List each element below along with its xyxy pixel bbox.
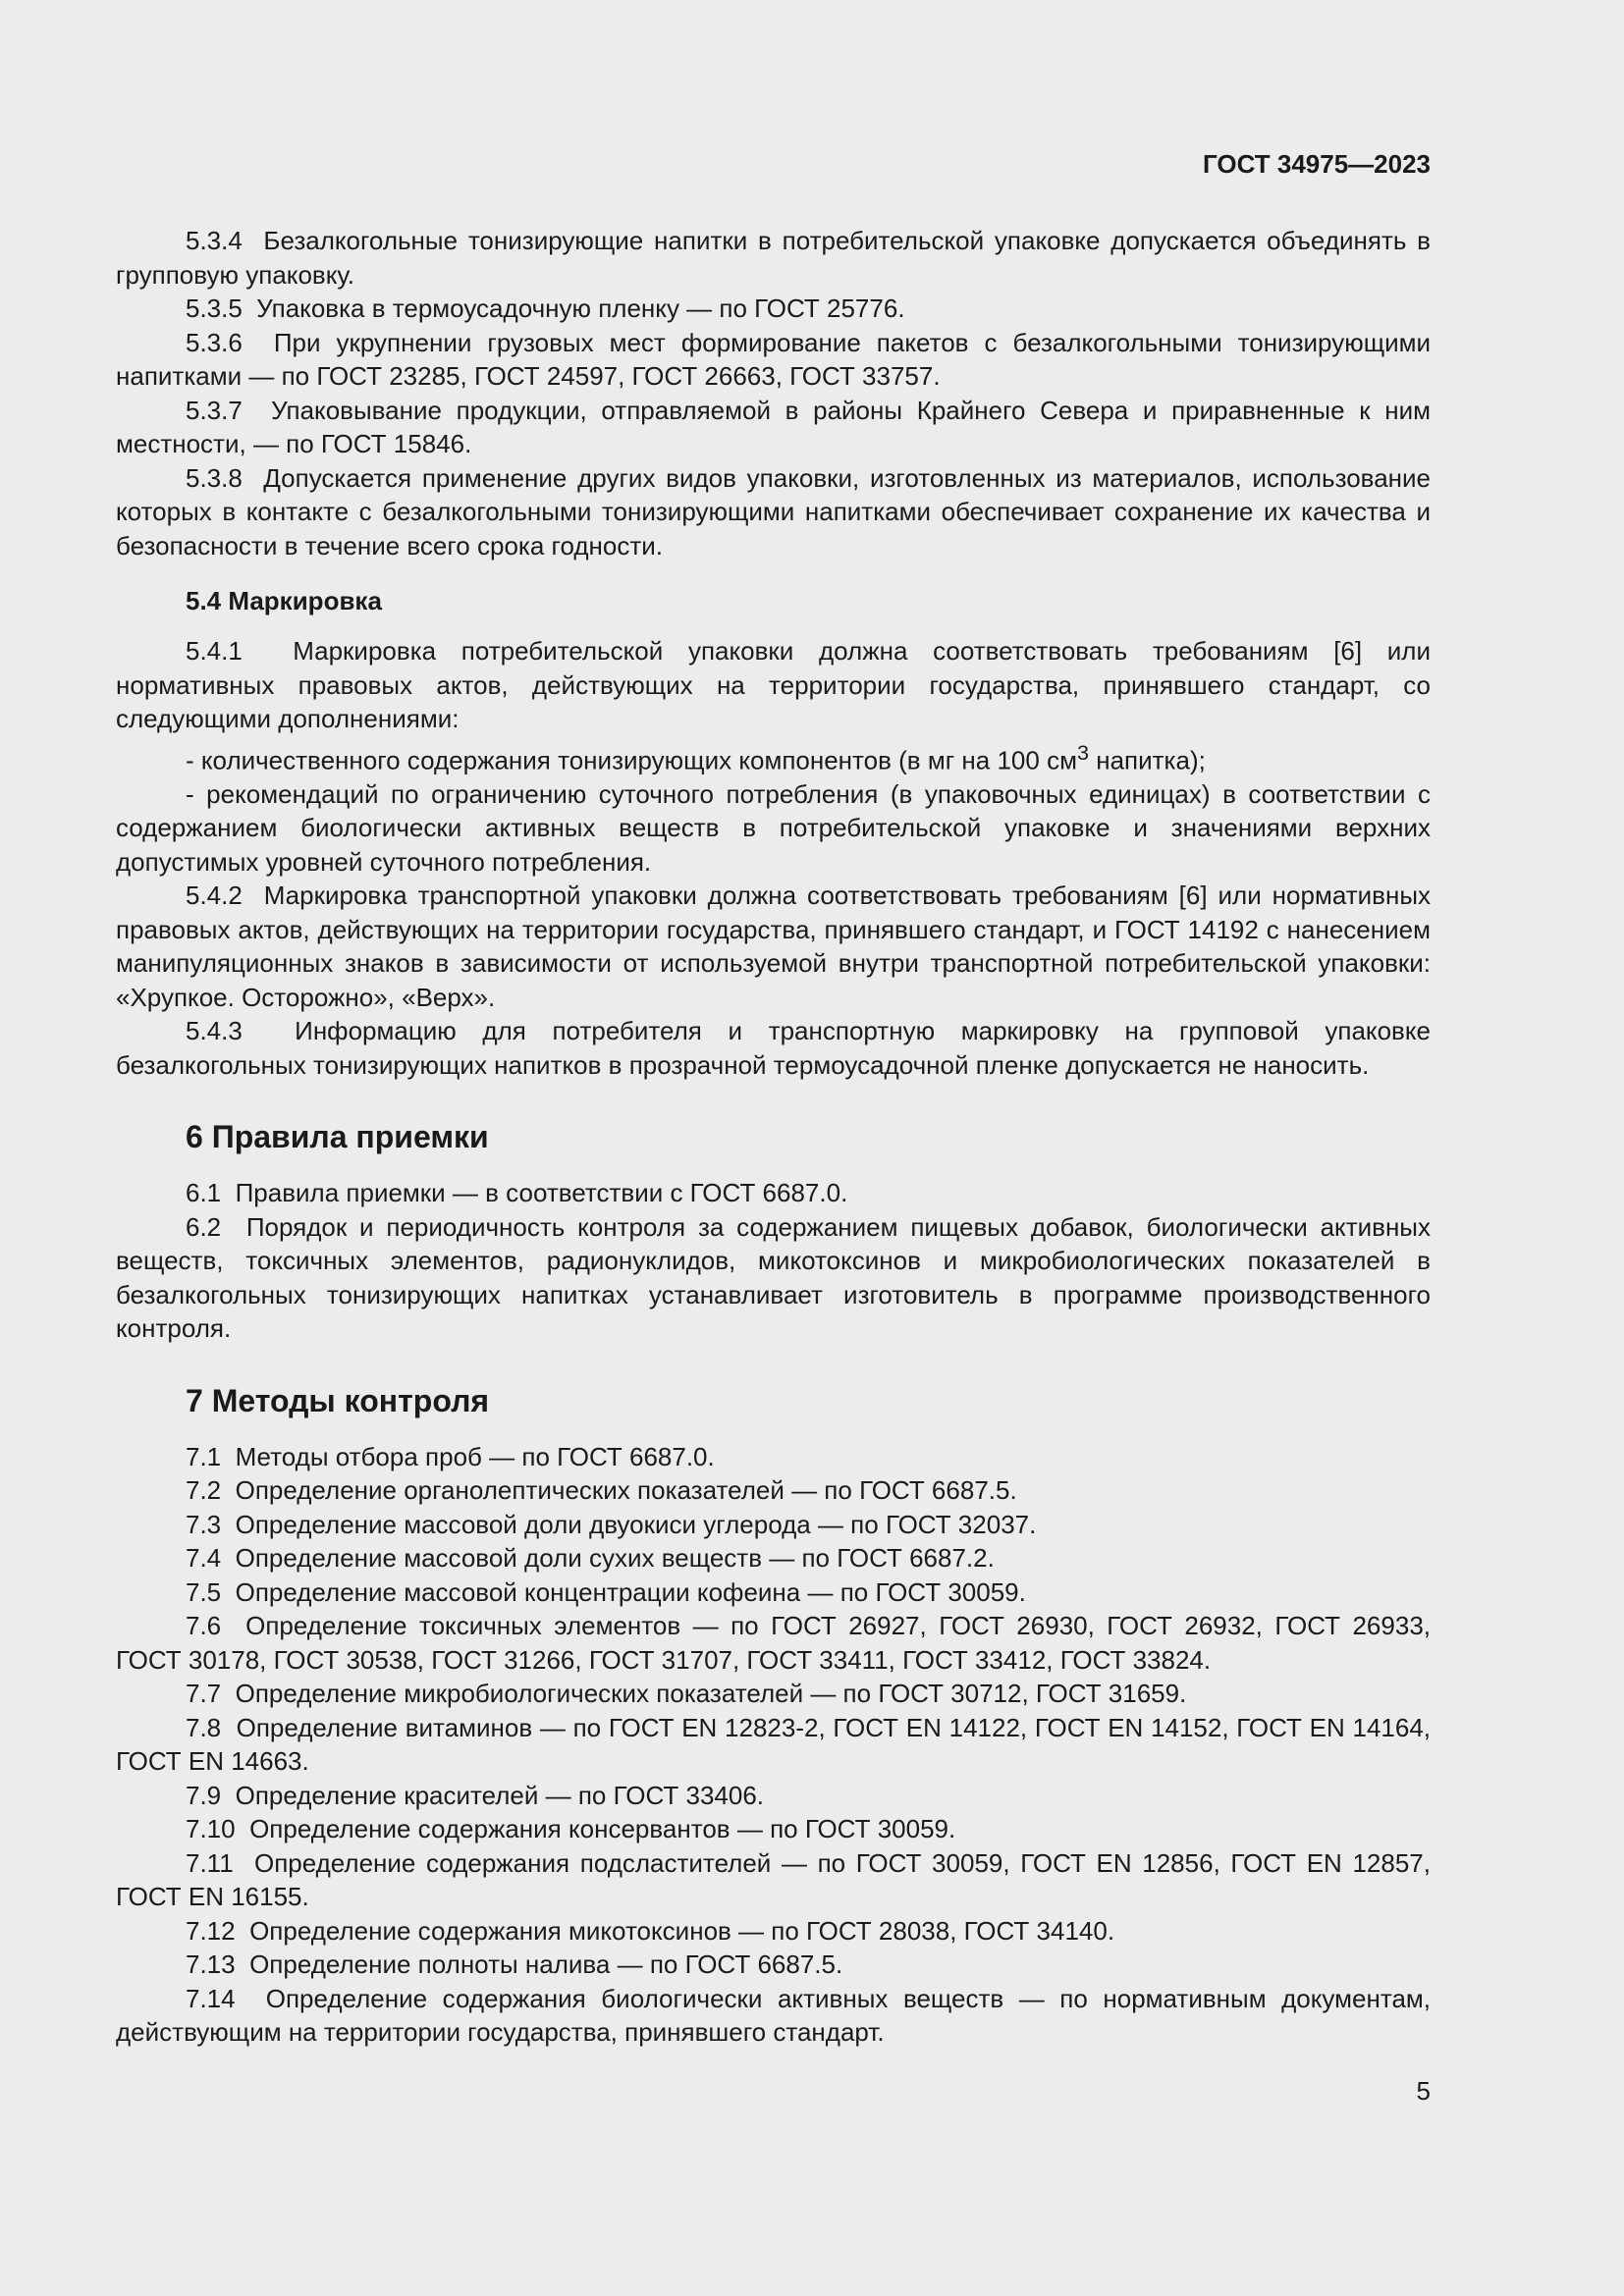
clause-6-1: [116, 1176, 1431, 1210]
clause-text: Упаковывание продукции, отправляемой в районы Крайнего Севера и приравненные к ним местности, — по ГОСТ 15846.: [116, 395, 1431, 458]
clause-5-3-5: [116, 292, 1431, 326]
subsection-heading-marking: 5.4 Маркировка: [186, 586, 382, 615]
clause-7-7: [116, 1677, 1431, 1711]
clause-number: 6.2: [186, 1211, 222, 1242]
section-heading-control-methods: 7 Методы контроля: [186, 1382, 490, 1418]
clause-text: Определение содержания микотоксинов — по ГОСТ 28038, ГОСТ 34140.: [249, 1915, 1115, 1946]
clause-5-3-7: [116, 394, 1431, 461]
clause-text: Определение массовой доли двуокиси углерода — по ГОСТ 32037.: [235, 1509, 1037, 1539]
clause-number: 7.14: [186, 1983, 236, 2013]
clause-number: 5.4.3: [186, 1016, 243, 1046]
clause-text: Определение содержания биологически активных веществ — по нормативным документам, действующим на территории государства, принявшего стандарт.: [116, 1983, 1432, 2048]
clause-5-3-8: [116, 461, 1431, 563]
clause-text: Определение красителей — по ГОСТ 33406.: [235, 1780, 765, 1810]
clause-5-3-4: [116, 224, 1431, 292]
clause-text: Определение органолептических показателей — по ГОСТ 6687.5.: [235, 1475, 1017, 1506]
clause-number: 5.4.1: [186, 636, 243, 666]
clause-text: Определение витаминов — по ГОСТ EN 12823-2, ГОСТ EN 14122, ГОСТ EN 14152, ГОСТ EN 14164, ГОСТ EN 14663.: [116, 1712, 1432, 1777]
list-item-text-end: напитка);: [1089, 745, 1206, 775]
clause-text: Определение массовой доли сухих веществ — по ГОСТ 6687.2.: [235, 1543, 995, 1574]
clause-7-10: [116, 1812, 1431, 1846]
clause-7-14: [116, 1982, 1431, 2050]
clause-number: 5.3.5: [186, 294, 243, 323]
clause-text: Правила приемки — в соответствии с ГОСТ 6687.0.: [235, 1178, 848, 1208]
clause-7-1: [116, 1440, 1431, 1474]
clause-number: 5.3.4: [186, 226, 243, 255]
page-content: [116, 224, 1431, 2050]
clause-text: Определение содержания консервантов — по ГОСТ 30059.: [249, 1814, 956, 1844]
clause-7-4: [116, 1541, 1431, 1575]
clause-7-8: [116, 1711, 1431, 1779]
clause-number: 6.1: [186, 1178, 222, 1208]
list-item-text: - количественного содержания тонизирующих компонентов (в мг на 100 см: [186, 745, 1077, 775]
page-number: 5: [1416, 2076, 1431, 2106]
clause-7-6: [116, 1609, 1431, 1677]
clause-text: Определение массовой концентрации кофеина — по ГОСТ 30059.: [235, 1576, 1026, 1607]
clause-7-5: [116, 1575, 1431, 1610]
clause-7-11: [116, 1846, 1431, 1914]
clause-number: 7.8: [186, 1712, 222, 1742]
clause-number: 7.4: [186, 1543, 222, 1574]
clause-text: Определение полноты налива — по ГОСТ 6687.5.: [249, 1949, 843, 1980]
clause-number: 7.11: [186, 1847, 234, 1878]
clause-7-13: [116, 1948, 1431, 1982]
clause-5-3-6: [116, 326, 1431, 394]
clause-number: 7.3: [186, 1509, 222, 1539]
clause-text: Упаковка в термоусадочную пленку — по ГОСТ 25776.: [256, 294, 905, 323]
clause-7-2: [116, 1473, 1431, 1508]
clause-number: 5.3.7: [186, 395, 243, 425]
clause-text: Допускается применение других видов упаковки, изготовленных из материалов, использование которых в контакте с безалкогольными тонизирующими напитками обеспечивает сохранение их качества и безопасности в течение всего срока годности.: [116, 462, 1431, 561]
clause-number: 7.9: [186, 1780, 222, 1810]
section-heading-acceptance: 6 Правила приемки: [186, 1119, 489, 1155]
clause-text: Маркировка транспортной упаковки должна соответствовать требованиям [6] или нормативных правовых актов, действующих на территории государства, принявшего стандарт, и ГОСТ 14192 с нанесением манипуляционных знаков в зависимости от используемой внутри транспортной потребительской упаковки: «Хрупкое. Осторожно», «Верх».: [116, 881, 1432, 1012]
clause-text: Информацию для потребителя и транспортную маркировку на групповой упаковке безалкогольных тонизирующих напитков в прозрачной термоусадочной пленке допускается не наносить.: [116, 1016, 1431, 1080]
clause-number: 5.3.6: [186, 327, 243, 357]
clause-5-4-2: [116, 879, 1431, 1014]
clause-text: Порядок и периодичность контроля за содержанием пищевых добавок, биологически активных веществ, токсичных элементов, радионуклидов, микотоксинов и микробиологических показателей в безалкогольных тонизирующих напитках устанавливает изготовитель в программе производственного контроля.: [116, 1211, 1431, 1344]
clause-number: 7.1: [186, 1441, 222, 1471]
clause-7-9: [116, 1779, 1431, 1813]
clause-7-3: [116, 1508, 1431, 1542]
superscript: 3: [1076, 739, 1089, 765]
clause-5-4-1: [116, 634, 1431, 736]
clause-number: 7.12: [186, 1915, 236, 1946]
clause-5-4-3: [116, 1014, 1431, 1082]
clause-number: 7.10: [186, 1814, 236, 1844]
clause-text: Определение содержания подсластителей — по ГОСТ 30059, ГОСТ EN 12856, ГОСТ EN 12857, ГОСТ EN 16155.: [116, 1847, 1431, 1912]
clause-7-12: [116, 1914, 1431, 1949]
clause-text: Маркировка потребительской упаковки должна соответствовать требованиям [6] или нормативных правовых актов, действующих на территории государства, принявшего стандарт, со следующими дополнениями:: [116, 636, 1432, 733]
clause-text: Методы отбора проб — по ГОСТ 6687.0.: [235, 1441, 715, 1471]
clause-number: 5.4.2: [186, 881, 243, 911]
clause-number: 7.7: [186, 1679, 222, 1709]
clause-number: 7.6: [186, 1611, 222, 1641]
clause-number: 7.5: [186, 1576, 222, 1607]
clause-number: 7.13: [186, 1949, 236, 1980]
list-item-daily-limit: - рекомендаций по ограничению суточного потребления (в упаковочных единицах) в соответствии с содержанием биологически активных веществ в потребительской упаковке и значениями верхних допустимых уровней суточного потребления.: [116, 778, 1431, 877]
clause-text: Определение микробиологических показателей — по ГОСТ 30712, ГОСТ 31659.: [235, 1679, 1187, 1709]
clause-6-2: [116, 1210, 1431, 1346]
clause-text: При укрупнении грузовых мест формирование пакетов с безалкогольными тонизирующими напитками — по ГОСТ 23285, ГОСТ 24597, ГОСТ 26663, ГОСТ 33757.: [116, 327, 1432, 391]
clause-number: 5.3.8: [186, 462, 243, 493]
list-item-tonic-content: [116, 736, 1431, 777]
clause-number: 7.2: [186, 1475, 222, 1506]
clause-text: Определение токсичных элементов — по ГОСТ 26927, ГОСТ 26930, ГОСТ 26932, ГОСТ 26933, ГОСТ 30178, ГОСТ 30538, ГОСТ 31266, ГОСТ 31707, ГОСТ 33411, ГОСТ 33412, ГОСТ 33824.: [116, 1611, 1431, 1675]
clause-text: Безалкогольные тонизирующие напитки в потребительской упаковке допускается объединять в групповую упаковку.: [116, 226, 1431, 290]
document-code: ГОСТ 34975—2023: [1203, 149, 1431, 179]
